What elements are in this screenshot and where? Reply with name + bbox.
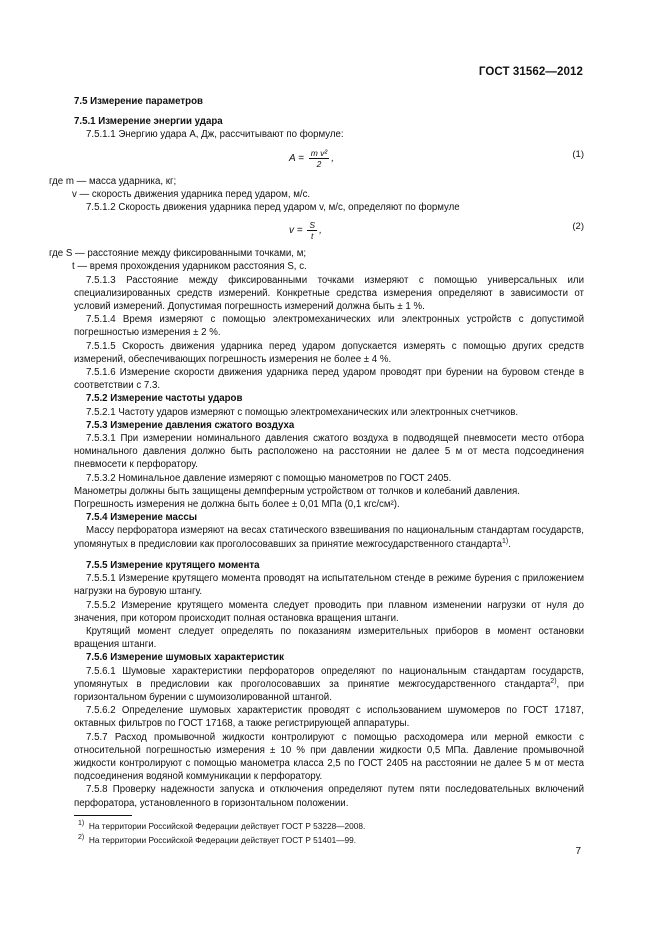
formula-2-numerator: S: [309, 220, 316, 231]
formula-1: [74, 145, 584, 175]
paragraph-7-5-7: 7.5.7 Расход промывочной жидкости контролируют с помощью расходомера или мерной емкости с относительной погрешностью измерения ± 10 % при давлении жидкости 0,5 МПа. Давление промывочной жидкости контролируют с помощью манометра класса 2,5 по ГОСТ 2405 на расстоянии не далее 5 м от места подсоединения водяной коммуникации к перфоратору.: [74, 731, 584, 783]
paragraph-7-5-1-1: 7.5.1.1 Энергию удара А, Дж, рассчитывают по формуле:: [86, 129, 344, 141]
section-heading-7-5-6: 7.5.6 Измерение шумовых характеристик: [86, 652, 284, 664]
where-1-mass: где m — масса ударника, кг;: [49, 175, 177, 187]
formula-1-number: (1): [572, 148, 584, 160]
formula-1-expression: [289, 148, 334, 169]
page-number: 7: [575, 846, 581, 857]
footnote-2-mark: 2): [78, 834, 85, 842]
paragraph-7-5-2-1: 7.5.2.1 Частоту ударов измеряют с помощью электромеханических или электронных счетчиков.: [86, 406, 519, 418]
formula-1-numerator: m v²: [310, 147, 328, 158]
paragraph-7-5-4: [74, 524, 584, 550]
formula-2-number: (2): [572, 221, 584, 233]
footnote-ref-2[interactable]: 2): [550, 677, 557, 685]
formula-2: [74, 217, 584, 247]
footnote-2: [78, 835, 356, 845]
section-heading-7-5-3: 7.5.3 Измерение давления сжатого воздуха: [86, 419, 295, 431]
footnote-2-text: На территории Российской Федерации действует ГОСТ Р 51401—99.: [88, 835, 357, 845]
paragraph-7-5-1-3: 7.5.1.3 Расстояние между фиксированными точками измеряют с помощью универсальных или специализированных средств измерений. Конкретные средства измерения определяют в зависимости от условий измерений. Допустимая погрешность измерений должна быть ± 1 %.: [74, 274, 584, 313]
formula-1-denominator: 2: [316, 158, 322, 169]
formula-2-denominator: t: [311, 231, 314, 242]
main-content: [49, 95, 584, 810]
paragraph-7-5-1-2: 7.5.1.2 Скорость движения ударника перед ударом v, м/с, определяют по формуле: [86, 202, 460, 214]
paragraph-7-5-6-2: 7.5.6.2 Определение шумовых характеристик проводят с использованием шумомеров по ГОСТ 17187, октавных фильтров по ГОСТ 17168, а также регистрирующей аппаратуры.: [74, 705, 584, 730]
section-heading-7-5-2: 7.5.2 Измерение частоты ударов: [86, 393, 243, 405]
paragraph-7-5-6-1: [74, 665, 584, 705]
paragraph-7-5-5-1: 7.5.5.1 Измерение крутящего момента проводят на испытательном стенде в режиме бурения с приложением нагрузки на буровую штангу.: [74, 573, 584, 598]
formula-2-tail: ,: [319, 225, 322, 237]
formula-1-tail: ,: [331, 152, 335, 164]
section-heading-7-5-1: 7.5.1 Измерение энергии удара: [74, 116, 223, 128]
section-heading-7-5: 7.5 Измерение параметров: [74, 96, 203, 107]
paragraph-7-5-5-2: 7.5.5.2 Измерение крутящего момента следует проводить при плавном изменении нагрузки от нуля до значения, при котором происходит полная остановка вращения штанги.: [74, 599, 584, 624]
section-heading-7-5-4: 7.5.4 Измерение массы: [86, 512, 197, 524]
formula-2-expression: [289, 220, 322, 241]
paragraph-7-5-1-4: 7.5.1.4 Время измеряют с помощью электромеханических или электронных устройств с допустимой погрешностью измерения ± 2 %.: [74, 314, 584, 339]
formula-1-fraction: [309, 148, 330, 169]
formula-1-lhs: A =: [289, 152, 304, 164]
paragraph-7-5-4-end: .: [508, 538, 511, 550]
paragraph-7-5-1-6: 7.5.1.6 Измерение скорости движения ударника перед ударом проводят при бурении на буровом стенде в соответствии с 7.3.: [74, 367, 584, 392]
footnote-ref-1[interactable]: 1): [501, 537, 509, 545]
footnote-1-mark: 1): [78, 820, 85, 828]
formula-2-lhs: v =: [289, 225, 303, 237]
formula-2-fraction: [307, 220, 317, 241]
section-heading-7-5-5: 7.5.5 Измерение крутящего момента: [86, 559, 260, 571]
paragraph-7-5-3-2-accuracy: Погрешность измерения не должна быть более ± 0,01 МПа (0,1 кгс/см²).: [74, 499, 400, 511]
where-2-distance: где S — расстояние между фиксированными точками, м;: [49, 248, 307, 260]
footnote-divider: [74, 815, 132, 816]
where-1-velocity: v — скорость движения ударника перед ударом, м/с.: [72, 188, 311, 200]
paragraph-7-5-3-1: 7.5.3.1 При измерении номинального давления сжатого воздуха в подводящей пневмосети место отбора номинального давления должно быть расположено на расстоянии не далее 5 м от места подсоединения пневмосети к перфоратору.: [74, 433, 584, 471]
paragraph-7-5-3-2-manometers: Манометры должны быть защищены демпферным устройством от толчков и колебаний давления.: [74, 485, 520, 497]
paragraph-7-5-5-2-torque: Крутящий момент следует определять по показаниям измерительных приборов в момент остановки вращения штанги.: [74, 625, 584, 651]
paragraph-7-5-3-2: 7.5.3.2 Номинальное давление измеряют с помощью манометров по ГОСТ 2405.: [86, 472, 452, 484]
footnote-1-text: На территории Российской Федерации действует ГОСТ Р 53228—2008.: [88, 821, 366, 831]
paragraph-7-5-1-5: 7.5.1.5 Скорость движения ударника перед ударом допускается измерять с помощью других средств измерений, обеспечивающих погрешность измерения не более ± 4 %.: [74, 340, 584, 365]
paragraph-7-5-6-1-text: 7.5.6.1 Шумовые характеристики перфораторов определяют по национальным стандартам государств, упомянутых в предисловии как проголосовавших за принятие межгосударственного стандарта: [74, 665, 584, 690]
footnote-1: [78, 821, 365, 831]
paragraph-7-5-4-text: Массу перфоратора измеряют на весах статического взвешивания по национальным стандартам государств, упомянутых в предисловии как проголосовавших за принятие межгосударственного стандарта: [74, 525, 584, 550]
where-2-time: t — время прохождения ударником расстояния S, с.: [72, 261, 307, 273]
paragraph-7-5-6-1-end: , при горизонтальном бурении с шумоизолированной штангой.: [74, 678, 584, 703]
page-header: ГОСТ 31562—2012: [478, 66, 583, 78]
paragraph-7-5-8: 7.5.8 Проверку надежности запуска и отключения определяют путем пяти последовательных включений перфоратора, установленного в горизонтальном положении.: [74, 784, 584, 809]
